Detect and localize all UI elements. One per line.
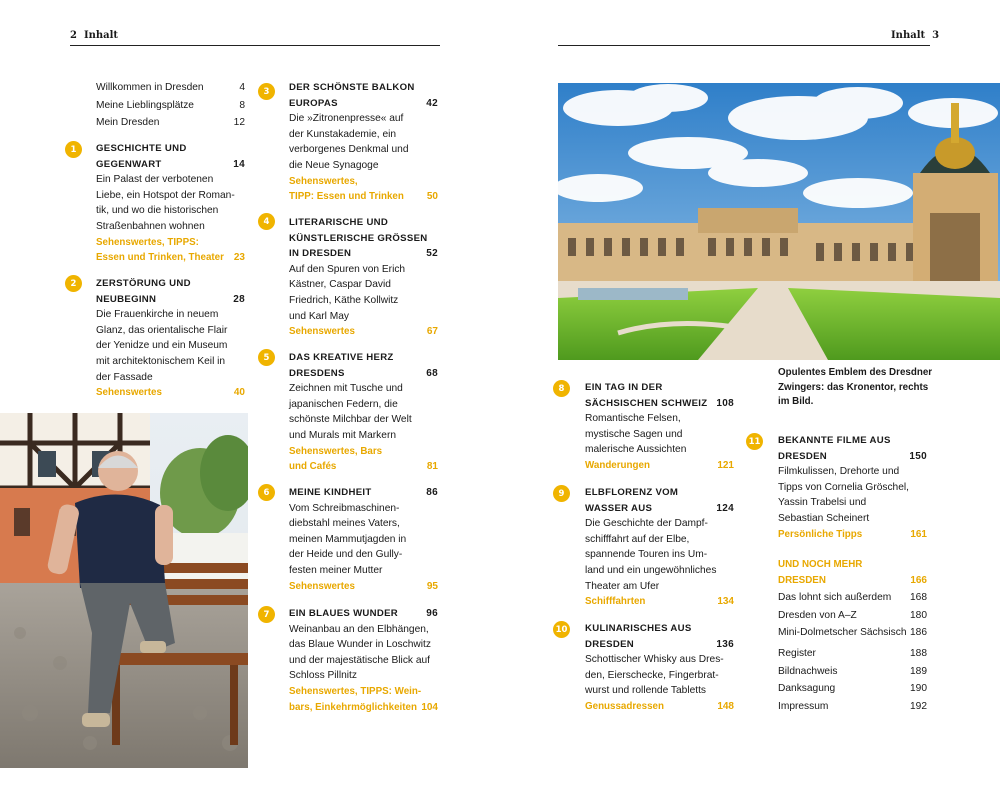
section-title: KÜNSTLERISCHE GRÖSSEN (289, 232, 428, 244)
right-header (891, 30, 939, 41)
toc-section[interactable] (96, 276, 245, 401)
section-tips: TIPP: Essen und Trinken 50 (289, 189, 438, 205)
section-page-number: 96 (426, 608, 438, 619)
section-description: und der majestätische Blick auf (289, 654, 430, 666)
section-description: das Blaue Wunder in Loschwitz (289, 639, 431, 651)
section-number-badge: 2 (65, 275, 82, 292)
section-title: LITERARISCHE UND (289, 217, 389, 228)
section-page-number: 150 (909, 450, 927, 462)
section-description: schönste Milchbar der Welt (289, 414, 412, 426)
section-tips: Sehenswertes, (289, 175, 358, 187)
section-title: EIN BLAUES WUNDER 96 (289, 606, 438, 622)
section-description: der Yenidze und ein Museum (96, 340, 228, 352)
section-description: Schloss Pillnitz (289, 670, 357, 682)
section-tips: Sehenswertes 95 (289, 579, 438, 595)
section-description: meinen Mammutjagden in (289, 533, 407, 545)
section-description: japanischen Federn, die (289, 398, 398, 410)
section-description: Liebe, ein Hotspot der Roman- (96, 189, 235, 201)
section-number-badge: 8 (553, 380, 570, 397)
section-number-badge: 9 (553, 485, 570, 502)
section-number-badge: 6 (258, 484, 275, 501)
section-title: GESCHICHTE UND (96, 143, 187, 154)
section-tips: und Cafés 81 (289, 459, 438, 475)
more-item[interactable]: Dresden von A–Z 180 (778, 609, 927, 621)
author-photo-illustration (0, 413, 248, 768)
photo-caption: Opulentes Emblem des Dresdner Zwingers: das Kronentor, rechts im Bild. (778, 367, 933, 408)
left-header-rule (70, 45, 440, 46)
tips-page-number: 104 (421, 701, 438, 713)
appendix-list (778, 645, 927, 715)
intro-item[interactable]: Willkommen in Dresden 4 (96, 82, 245, 93)
section-description: Die Frauenkirche in neuem (96, 309, 219, 321)
left-header-title: Inhalt (83, 30, 119, 41)
section-description: Weinanbau an den Elbhängen, (289, 623, 429, 635)
section-description: der Kunstakademie, ein (289, 128, 397, 140)
appendix-item[interactable]: Danksagung 190 (778, 683, 927, 694)
appendix-item[interactable]: Bildnachweis 189 (778, 665, 927, 677)
section-number-badge: 10 (553, 621, 570, 638)
section-description: schifffahrt auf der Elbe, (585, 533, 690, 545)
section-number-badge: 5 (258, 349, 275, 366)
section-title: DRESDENS 68 (289, 366, 438, 382)
more-title[interactable]: UND NOCH MEHR DRESDEN 166 (778, 559, 927, 586)
toc-section[interactable] (585, 485, 734, 610)
section-description: wurst und rollende Tabletts (585, 685, 706, 697)
tips-page-number: 95 (426, 580, 438, 592)
toc-section[interactable] (289, 606, 438, 715)
toc-section[interactable] (778, 433, 927, 542)
section-page-number: 42 (426, 97, 438, 109)
section-description: und Karl May (289, 310, 350, 322)
zwinger-photo (558, 83, 1000, 360)
right-header-rule (558, 45, 930, 46)
more-item[interactable]: Mini-Dolmetscher Sächsisch 186 (778, 627, 927, 638)
section-title: DRESDEN 150 (778, 449, 927, 465)
section-description: Zeichnen mit Tusche und (289, 383, 403, 395)
section-tips: Sehenswertes, TIPPS: (96, 236, 199, 248)
section-description: Sebastian Scheinert (778, 512, 870, 524)
section-description: und Murals mit Markern (289, 429, 396, 441)
section-title: ELBFLORENZ VOM (585, 487, 679, 498)
section-title: GEGENWART 14 (96, 157, 245, 173)
section-description: Die »Zitronenpresse« auf (289, 113, 404, 125)
section-tips: Sehenswertes, Bars (289, 445, 383, 457)
intro-item[interactable]: Mein Dresden 12 (96, 117, 245, 128)
tips-page-number: 148 (717, 700, 734, 712)
section-description: mit architektonischem Keil in (96, 355, 226, 367)
section-page-number: 14 (233, 158, 245, 170)
section-description: Vom Schreibmaschinen- (289, 502, 400, 514)
section-title: NEUBEGINN 28 (96, 292, 245, 308)
section-description: Kästner, Caspar David (289, 279, 391, 291)
section-description: Straßenbahnen wohnen (96, 220, 205, 232)
section-description: den, Eierschecke, Fingerbrat- (585, 669, 719, 681)
section-page-number: 28 (233, 293, 245, 305)
section-description: Auf den Spuren von Erich (289, 263, 406, 275)
toc-section[interactable] (289, 80, 438, 205)
section-tips: bars, Einkehrmöglichkeiten 104 (289, 700, 438, 716)
section-tips: Sehenswertes 67 (289, 324, 438, 340)
section-description: spannende Touren ins Um- (585, 549, 708, 561)
section-description: Yassin Trabelsi und (778, 497, 867, 509)
right-header-title: Inhalt (891, 30, 926, 41)
section-description: der Heide und den Gully- (289, 549, 403, 561)
tips-page-number: 134 (717, 596, 734, 608)
section-description: Ein Palast der verbotenen (96, 174, 214, 186)
tips-page-number: 81 (426, 461, 438, 473)
section-description: Theater am Ufer (585, 580, 660, 592)
section-description: Tipps von Cornelia Gröschel, (778, 481, 909, 493)
section-title: KULINARISCHES AUS (585, 623, 692, 634)
section-description: malerische Aussichten (585, 444, 687, 456)
section-title: DAS KREATIVE HERZ (289, 352, 394, 363)
tips-page-number: 161 (910, 528, 927, 540)
section-description: diebstahl meines Vaters, (289, 518, 400, 530)
section-tips: Sehenswertes 40 (96, 385, 245, 401)
section-title: BEKANNTE FILME AUS (778, 435, 891, 446)
section-description: mystische Sagen und (585, 428, 683, 440)
section-description: Die Geschichte der Dampf- (585, 518, 708, 530)
intro-list (96, 79, 245, 132)
appendix-item[interactable]: Impressum 192 (778, 700, 927, 712)
tips-page-number: 40 (233, 387, 245, 399)
left-page-number: 2 (70, 30, 77, 41)
section-description: Glanz, das orientalische Flair (96, 324, 228, 336)
section-description: tik, und wo die historischen (96, 205, 219, 217)
section-title: DER SCHÖNSTE BALKON (289, 82, 415, 93)
section-description: Friedrich, Käthe Kollwitz (289, 294, 399, 306)
section-description: Romantische Felsen, (585, 413, 681, 425)
section-description: die Neue Synagoge (289, 159, 379, 171)
section-number-badge: 3 (258, 83, 275, 100)
section-page-number: 108 (716, 397, 734, 409)
toc-section[interactable] (289, 485, 438, 594)
toc-section[interactable] (289, 350, 438, 475)
section-number-badge: 1 (65, 141, 82, 158)
toc-section[interactable] (585, 380, 734, 474)
zwinger-photo-illustration (558, 83, 1000, 360)
section-page-number: 68 (426, 367, 438, 379)
section-description: verborgenes Denkmal und (289, 144, 409, 156)
section-title: IN DRESDEN 52 (289, 246, 438, 262)
toc-section[interactable] (289, 215, 438, 340)
more-list (778, 589, 927, 642)
section-page-number: 136 (716, 638, 734, 650)
tips-page-number: 23 (233, 252, 245, 264)
section-description: der Fassade (96, 371, 153, 383)
more-item[interactable]: Das lohnt sich außerdem 168 (778, 592, 927, 603)
section-title: MEINE KINDHEIT 86 (289, 485, 438, 501)
tips-page-number: 121 (717, 459, 734, 471)
section-title: EIN TAG IN DER (585, 382, 663, 393)
section-tips: Wanderungen 121 (585, 458, 734, 474)
right-page-number: 3 (932, 30, 940, 41)
tips-page-number: 67 (426, 326, 438, 338)
section-tips: Schifffahrten 134 (585, 594, 734, 610)
section-description: Schottischer Whisky aus Dres- (585, 654, 724, 666)
tips-page-number: 50 (426, 191, 438, 203)
section-number-badge: 11 (746, 433, 763, 450)
section-page-number: 124 (716, 502, 734, 514)
more-section (778, 557, 927, 588)
section-page-number: 86 (426, 487, 438, 498)
section-number-badge: 7 (258, 606, 275, 623)
section-title: WASSER AUS 124 (585, 501, 734, 517)
section-page-number: 52 (426, 248, 438, 260)
appendix-item[interactable]: Register 188 (778, 648, 927, 659)
left-header (70, 30, 118, 41)
section-description: land und ein ungewöhnliches (585, 564, 717, 576)
toc-section[interactable] (585, 621, 734, 715)
section-tips: Genussadressen 148 (585, 699, 734, 715)
section-title: DRESDEN 136 (585, 637, 734, 653)
section-description: festen meiner Mutter (289, 564, 383, 576)
section-description: Filmkulissen, Drehorte und (778, 466, 900, 478)
section-title: SÄCHSISCHEN SCHWEIZ 108 (585, 396, 734, 412)
section-title: EUROPAS 42 (289, 96, 438, 112)
intro-item[interactable]: Meine Lieblingsplätze 8 (96, 99, 245, 111)
section-tips: Essen und Trinken, Theater 23 (96, 250, 245, 266)
section-tips: Sehenswertes, TIPPS: Wein- (289, 685, 422, 697)
section-number-badge: 4 (258, 213, 275, 230)
author-photo (0, 413, 248, 768)
toc-section[interactable] (96, 141, 245, 266)
section-title: ZERSTÖRUNG UND (96, 278, 191, 289)
section-tips: Persönliche Tipps 161 (778, 527, 927, 543)
